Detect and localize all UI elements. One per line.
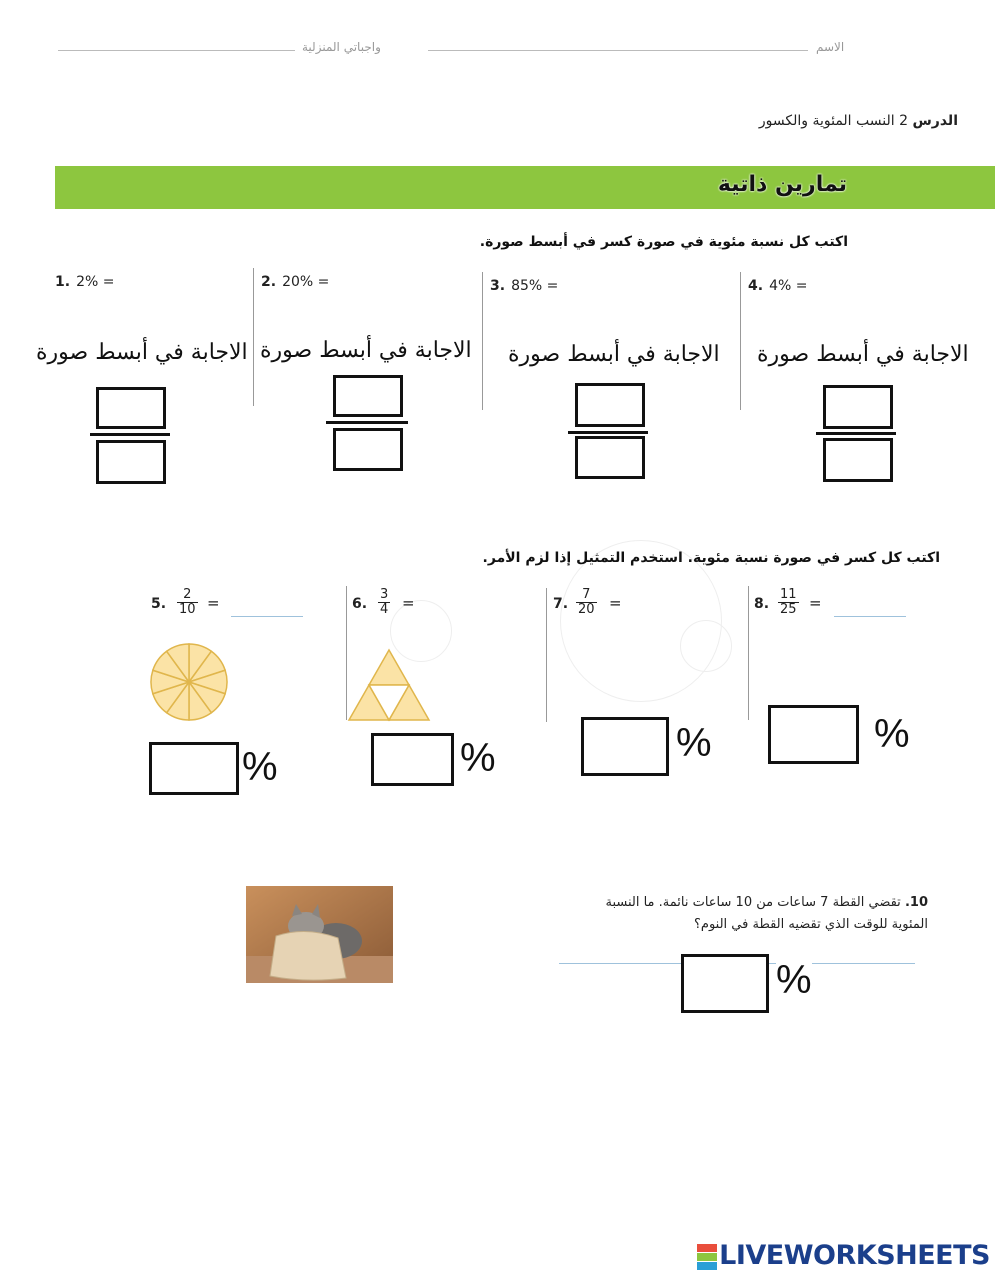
section-banner [55, 166, 995, 209]
percent-input[interactable] [149, 742, 239, 795]
divider [740, 272, 741, 410]
fraction [378, 588, 390, 617]
homework-line [58, 50, 295, 51]
cat-photo [246, 886, 393, 983]
question-4-label [748, 278, 807, 294]
question-number: 3. [490, 278, 506, 294]
percent-input[interactable] [371, 733, 454, 786]
fraction [778, 588, 799, 617]
question-expression: 2% = [76, 274, 115, 290]
name-line [428, 50, 808, 51]
denominator-input[interactable] [823, 438, 893, 482]
numerator: 11 [780, 587, 797, 602]
equals-sign: = [402, 594, 415, 612]
banner-title: تمارين ذاتية [717, 172, 847, 197]
divider [546, 588, 547, 722]
answer-label: الاجابة في أبسط صورة [36, 340, 248, 365]
denominator-input[interactable] [333, 428, 403, 471]
name-label: الاسم [816, 40, 845, 54]
percent-sign: % [676, 721, 712, 765]
question-number: 6. [352, 596, 368, 612]
question-number: 7. [553, 596, 569, 612]
percent-input[interactable] [581, 717, 669, 776]
percent-input[interactable] [768, 705, 859, 764]
numerator-input[interactable] [96, 387, 166, 429]
divider [253, 268, 254, 406]
denominator: 20 [578, 602, 595, 617]
question-number: 8. [754, 596, 770, 612]
fraction-bar [816, 432, 896, 435]
fraction-bar [326, 421, 408, 424]
denominator-input[interactable] [96, 440, 166, 484]
percent-sign: % [776, 958, 812, 1002]
question-expression: 4% = [769, 278, 808, 294]
question-number: 4. [748, 278, 764, 294]
answer-label: الاجابة في أبسط صورة [508, 342, 720, 367]
answer-label: الاجابة في أبسط صورة [260, 338, 472, 363]
denominator: 10 [179, 602, 196, 617]
question-expression: 20% = [282, 274, 330, 290]
circle-model [148, 641, 230, 723]
equals-sign: = [609, 594, 622, 612]
numerator-input[interactable] [823, 385, 893, 429]
question-6-number [352, 596, 373, 612]
question-7-number [553, 596, 574, 612]
equals-sign: = [207, 594, 220, 612]
percent-input[interactable] [681, 954, 769, 1013]
question-expression: 85% = [511, 278, 559, 294]
triangle-part [369, 650, 409, 685]
question-number: 10. [904, 895, 928, 910]
liveworksheets-logo-icon [697, 1244, 717, 1270]
question-5-number [151, 596, 172, 612]
lesson-name: النسب المئوية والكسور [758, 113, 895, 129]
lesson-number: 2 [899, 113, 909, 129]
answer-line [834, 616, 906, 617]
watermark-circle [680, 620, 732, 672]
lesson-prefix: الدرس [912, 113, 958, 129]
numerator: 7 [576, 588, 597, 603]
triangle-model [347, 648, 431, 722]
numerator-input[interactable] [575, 383, 645, 427]
equals-sign: = [809, 594, 822, 612]
fraction [576, 588, 597, 617]
question-number: 5. [151, 596, 167, 612]
percent-sign: % [242, 745, 278, 789]
divider [748, 586, 749, 720]
divider [482, 272, 483, 410]
numerator: 2 [177, 588, 198, 603]
percent-sign: % [874, 712, 910, 756]
fraction-bar [568, 431, 648, 434]
homework-label: واجباتي المنزلية [302, 40, 381, 54]
answer-line [231, 616, 303, 617]
lesson-title [759, 113, 958, 129]
question-3-label [490, 278, 558, 294]
question-10 [568, 892, 928, 936]
answer-label: الاجابة في أبسط صورة [757, 342, 969, 367]
question-1-label [55, 274, 114, 290]
section2-instruction: اكتب كل كسر في صورة نسبة مئوية. استخدم التمثيل إذا لزم الأمر. [482, 550, 940, 566]
numerator-input[interactable] [333, 375, 403, 417]
fraction-bar [90, 433, 170, 436]
question-text: تقضي القطة 7 ساعات من 10 ساعات نائمة. ما النسبة المئوية للوقت الذي تقضيه القطة في النوم؟ [605, 895, 928, 932]
liveworksheets-logo-text: LIVEWORKSHEETS [719, 1240, 990, 1271]
percent-sign: % [460, 736, 496, 780]
question-number: 2. [261, 274, 277, 290]
denominator: 25 [780, 602, 797, 617]
fraction [177, 588, 198, 617]
numerator: 3 [380, 587, 389, 602]
denominator: 4 [380, 602, 389, 617]
section1-instruction: اكتب كل نسبة مئوية في صورة كسر في أبسط صورة. [479, 234, 848, 250]
question-number: 1. [55, 274, 71, 290]
question-2-label [261, 274, 329, 290]
question-8-number [754, 596, 775, 612]
denominator-input[interactable] [575, 436, 645, 479]
